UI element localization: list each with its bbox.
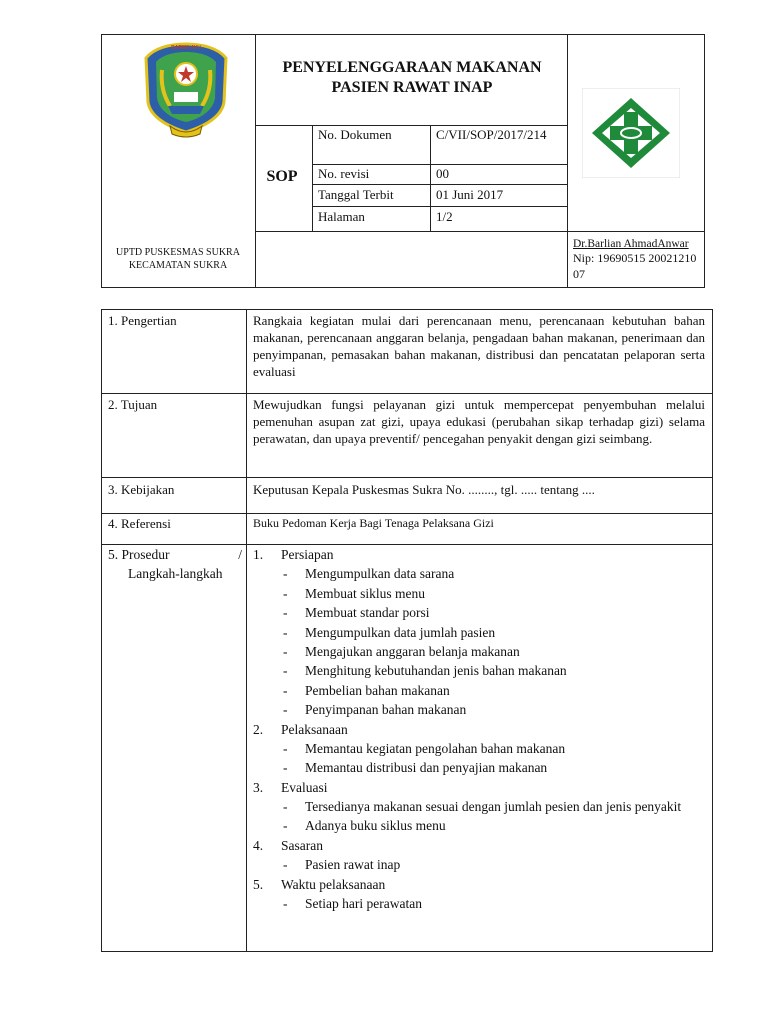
procedure-step [253, 836, 713, 855]
procedure-step [253, 778, 713, 797]
prosedur-label-line2: Langkah-langkah [128, 566, 223, 582]
procedure-steps [253, 545, 713, 913]
document-title: PENYELENGGARAAN MAKANAN PASIEN RAWAT INAP [282, 59, 542, 96]
substep-text: Membuat siklus menu [305, 585, 425, 601]
page-label: Halaman [318, 209, 365, 224]
procedure-step [253, 720, 713, 739]
institution-name [104, 246, 252, 272]
issue-date-label: Tanggal Terbit [318, 187, 394, 202]
bullet-dash: - [283, 605, 288, 621]
bullet-dash: - [283, 643, 288, 659]
step-label: Waktu pelaksanaan [281, 876, 386, 892]
page-value: 1/2 [436, 209, 453, 224]
step-label: Sasaran [281, 837, 323, 853]
signatory-nip: Nip: 19690515 2002121007 [573, 251, 697, 281]
procedure-substep [253, 623, 713, 642]
step-label: Pelaksanaan [281, 721, 348, 737]
regency-logo [140, 40, 232, 142]
logo-banner-text: DARMA AYU [171, 45, 201, 51]
substep-text: Pasien rawat inap [305, 857, 401, 873]
doc-number-label: No. Dokumen [318, 127, 392, 142]
substep-text: Setiap hari perawatan [305, 896, 422, 912]
substep-text: Mengumpulkan data jumlah pasien [305, 624, 496, 640]
section-label-kebijakan: 3. Kebijakan [108, 482, 175, 497]
section-text-kebijakan: Keputusan Kepala Puskesmas Sukra No. ........, tgl. ..... tentang .... [253, 482, 595, 497]
institution-line-1: UPTD PUSKESMAS SUKRA [116, 247, 240, 258]
substep-text: Memantau kegiatan pengolahan bahan makanan [305, 740, 566, 756]
substep-text: Penyimpanan bahan makanan [305, 702, 467, 718]
procedure-substep [253, 758, 713, 777]
section-text-pengertian: Rangkaia kegiatan mulai dari perencanaan menu, perencanaan kebutuhan bahan makanan, perencanaan anggaran belanja, pengadaan bahan makanan, penerimaan dan penyimpanan, pemasakan bahan makanan, distribusi dan pencatatan pelaporan serta evaluasi [253, 313, 705, 379]
procedure-substep [253, 700, 713, 719]
bullet-dash: - [283, 566, 288, 582]
substep-text: Tersedianya makanan sesuai dengan jumlah pesien dan jenis penyakit [305, 799, 682, 815]
procedure-substep [253, 816, 713, 835]
bullet-dash: - [283, 682, 288, 698]
revision-label: No. revisi [318, 166, 370, 181]
substep-text: Adanya buku siklus menu [305, 818, 446, 834]
issue-date-value: 01 Juni 2017 [436, 187, 504, 202]
signatory-name: Dr.Barlian AhmadAnwar [573, 238, 689, 250]
step-number: 5. [253, 876, 264, 892]
section-text-referensi: Buku Pedoman Kerja Bagi Tenaga Pelaksana Gizi [253, 516, 494, 530]
procedure-substep [253, 739, 713, 758]
prosedur-label-slash: / [238, 547, 242, 562]
procedure-substep [253, 603, 713, 622]
revision-value: 00 [436, 166, 449, 181]
sop-label: SOP [266, 168, 298, 185]
section-label-pengertian: 1. Pengertian [108, 313, 177, 328]
step-label: Evaluasi [281, 779, 328, 795]
step-label: Persiapan [281, 547, 334, 562]
section-label-tujuan: 2. Tujuan [108, 397, 158, 412]
procedure-substep [253, 642, 713, 661]
procedure-step [253, 875, 713, 894]
procedure-step [253, 545, 713, 564]
procedure-substep [253, 855, 713, 874]
step-number: 2. [253, 721, 264, 737]
bullet-dash: - [283, 702, 288, 718]
step-number: 1. [253, 547, 264, 562]
substep-text: Mengajukan anggaran belanja makanan [305, 643, 520, 659]
procedure-substep [253, 681, 713, 700]
procedure-substep [253, 564, 713, 583]
section-label-prosedur [108, 545, 242, 584]
procedure-substep [253, 584, 713, 603]
bullet-dash: - [283, 663, 288, 679]
substep-text: Memantau distribusi dan penyajian makanan [305, 760, 548, 776]
procedure-substep [253, 797, 713, 816]
prosedur-label-line1: 5. Prosedur [108, 547, 170, 562]
bullet-dash: - [283, 896, 288, 912]
section-label-referensi: 4. Referensi [108, 516, 171, 531]
procedure-substep [253, 661, 713, 680]
step-number: 4. [253, 837, 264, 853]
bullet-dash: - [283, 857, 288, 873]
institution-line-2: KECAMATAN SUKRA [128, 260, 228, 271]
bullet-dash: - [283, 624, 288, 640]
bullet-dash: - [283, 760, 288, 776]
section-text-tujuan: Mewujudkan fungsi pelayanan gizi untuk mempercepat penyembuhan melalui pemenuhan asupan zat gizi, upaya edukasi (perubahan sikap terhadap gizi) selama perawatan, dan upaya preventif/ pencegahan penyakit dengan gizi seimbang. [253, 397, 705, 446]
bullet-dash: - [283, 740, 288, 756]
substep-text: Pembelian bahan makanan [305, 682, 450, 698]
substep-text: Menghitung kebutuhandan jenis bahan makanan [305, 663, 567, 679]
bullet-dash: - [283, 799, 288, 815]
substep-text: Mengumpulkan data sarana [305, 566, 455, 582]
bullet-dash: - [283, 818, 288, 834]
step-number: 3. [253, 779, 264, 795]
procedure-substep [253, 894, 713, 913]
doc-number-value: C/VII/SOP/2017/214 [436, 127, 547, 142]
bullet-dash: - [283, 585, 288, 601]
substep-text: Membuat standar porsi [305, 605, 430, 621]
puskesmas-logo [582, 88, 680, 178]
